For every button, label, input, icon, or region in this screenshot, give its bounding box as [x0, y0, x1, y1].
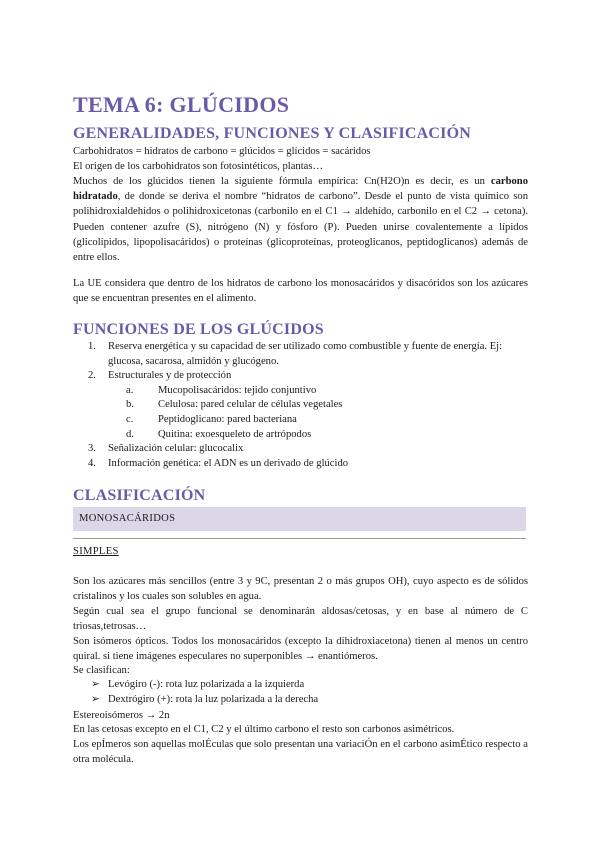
- list-text: Información genética: el ADN es un derivado de glúcido: [108, 457, 349, 469]
- sub-letter: a.: [126, 384, 134, 396]
- list-item: [73, 340, 528, 369]
- functions-list: [73, 340, 528, 471]
- sub-letter: d.: [126, 428, 134, 440]
- list-item: [73, 457, 528, 472]
- list-number: 4.: [88, 457, 96, 469]
- band-label: MONOSACÁRIDOS: [79, 513, 176, 524]
- sub-letter: b.: [126, 399, 134, 411]
- list-item: [73, 369, 528, 442]
- list-item: [73, 442, 528, 457]
- bold-term: carbono hidratado: [73, 176, 528, 203]
- list-text: Reserva energética y su capacidad de ser utilizado como combustible y fuente de energía. Ej: glucosa, sacarosa, almidón y glucógeno.: [108, 341, 503, 367]
- paragraph-isomeros: Son isómeros ópticos. Todos los monosacáridos (excepto la dihidroxiacetona) tienen al menos un centro quiral. si tiene imágenes especulares no superponibles → enantiómeros.: [73, 636, 528, 663]
- text-span: Muchos de los glúcidos tienen la siguiente fórmula empírica: Cn(H2O)n es decir, es un: [73, 176, 491, 187]
- text-span: , de donde se deriva el nombre “hidratos de carbono”. Desde el punto de vista químico son polihidroxialdehídos o polihidroxicetonas (carbonilo en el C1 → aldehído, carbonilo en el C2 → cetona). Pueden contener azufre (S), nitrógeno (N) y fósforo (P). Pueden unirse covalentemente a lípidos (glicolípidos, lipopolisacáridos) o proteínas (glicoproteínas, proteoglicanos, peptidoglicanos) además de entre ellos.: [73, 191, 528, 264]
- sub-text: Quitina: exoesqueleto de artrópodos: [158, 428, 312, 440]
- sub-list-item: [73, 428, 528, 443]
- arrow-bullet-icon: ➢: [91, 694, 100, 706]
- sub-list-item: [73, 413, 528, 428]
- divider: [73, 538, 526, 539]
- section-heading-funciones: FUNCIONES DE LOS GLÚCIDOS: [73, 321, 324, 338]
- text-line: Carbohidratos = hidratos de carbono = glúcidos = glícidos = sacáridos: [73, 146, 371, 157]
- sub-text: Celulosa: pared celular de células vegetales: [158, 399, 343, 411]
- sub-text: Peptidoglicano: pared bacteriana: [158, 413, 297, 425]
- arrow-text: Levógiro (-): rota luz polarizada a la izquierda: [108, 679, 305, 690]
- arrow-text: Dextrógiro (+): rota la luz polarizada a la derecha: [108, 694, 319, 706]
- text-line: En las cetosas excepto en el C1, C2 y el último carbono el resto son carbonos asimétricos.: [73, 724, 455, 735]
- paragraph-azucares: Son los azúcares más sencillos (entre 3 y 9C, presentan 2 o más grupos OH), cuyo aspecto es de sólidos cristalinos y los cuales son solubles en agua.: [73, 576, 528, 603]
- arrow-item: [73, 677, 318, 692]
- sub-text: Mucopolisacáridos: tejido conjuntivo: [158, 384, 317, 396]
- section-heading-generalidades: GENERALIDADES, FUNCIONES Y CLASIFICACIÓN: [73, 125, 471, 142]
- subheading-simples: SIMPLES: [73, 546, 119, 557]
- paragraph-formula: [73, 174, 528, 265]
- sub-list-item: [73, 398, 528, 413]
- paragraph-ue: La UE considera que dentro de los hidratos de carbono los monosacáridos y disacóridos son los azúcares que se encuentran presentes en el alimento.: [73, 278, 528, 305]
- list-number: 2.: [88, 370, 96, 382]
- text-line: Estereoisómeros → 2n: [73, 710, 170, 721]
- arrow-item: [73, 692, 318, 707]
- list-number: 1.: [88, 341, 96, 352]
- text-line: El origen de los carbohidratos son fotosintéticos, plantas…: [73, 161, 324, 172]
- list-text: Señalización celular: glucocalix: [108, 443, 244, 455]
- text-line: Se clasifican:: [73, 665, 130, 676]
- paragraph-epimeros: Los epÍmeros son aquellas molÉculas que solo presentan una variaciÓn en el carbono asimÉtico respecto a otra molécula.: [73, 739, 528, 766]
- paragraph-grupo-funcional: Según cual sea el grupo funcional se denominarán aldosas/cetosas, y en base al número de C triosas,tetrosas…: [73, 606, 528, 633]
- page-title: TEMA 6: GLÚCIDOS: [73, 92, 290, 117]
- monosacaridos-band: [73, 507, 526, 531]
- sub-list: [73, 384, 528, 442]
- arrow-list: [73, 677, 318, 707]
- arrow-bullet-icon: ➢: [91, 679, 100, 690]
- list-number: 3.: [88, 443, 96, 455]
- list-text: Estructurales y de protección: [108, 370, 232, 382]
- sub-list-item: [73, 384, 528, 399]
- sub-letter: c.: [126, 413, 134, 425]
- section-heading-clasificacion: CLASIFICACIÓN: [73, 487, 206, 504]
